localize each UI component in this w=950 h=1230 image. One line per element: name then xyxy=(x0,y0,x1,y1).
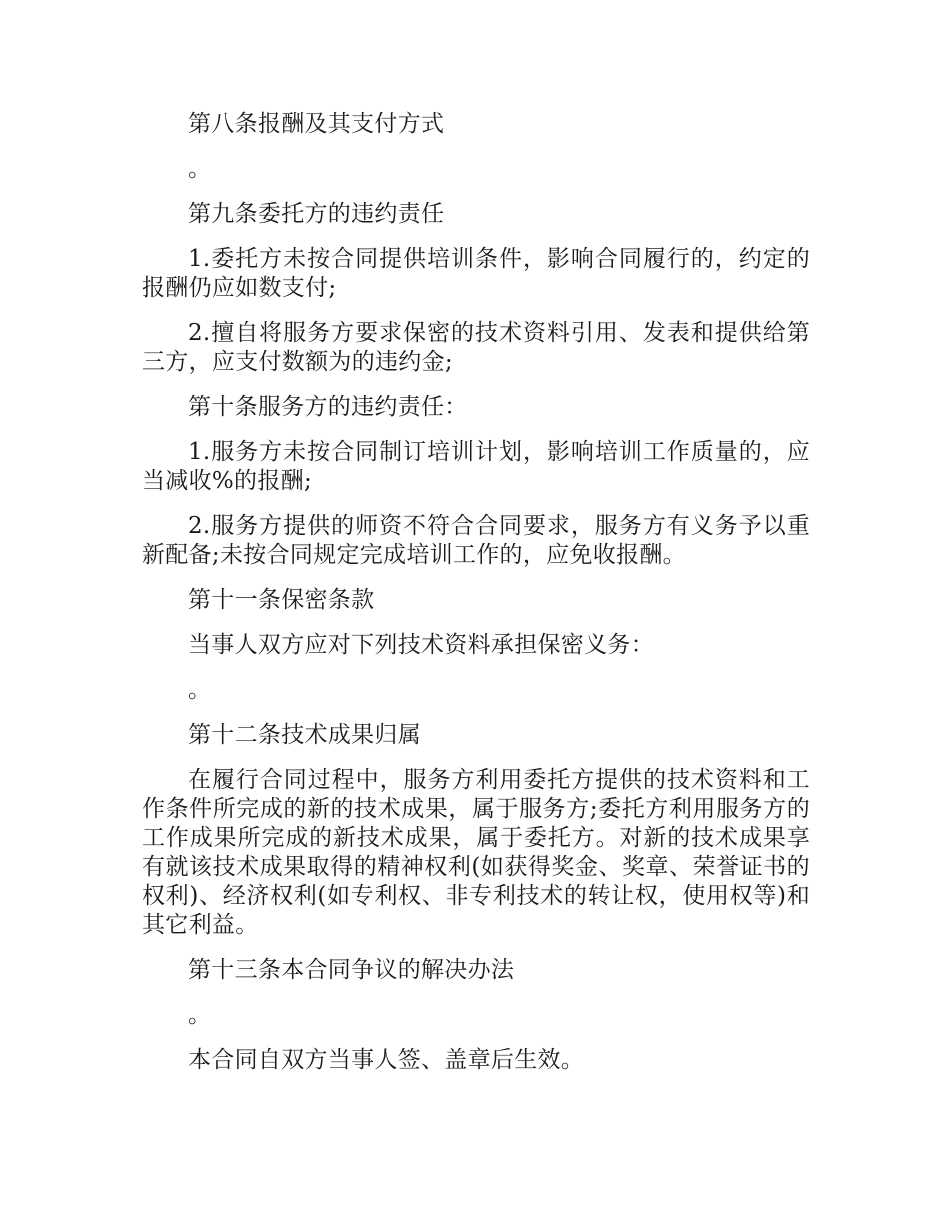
article-12-heading: 第十二条技术成果归属 xyxy=(188,722,421,748)
article-9-item-1: 1.委托方未按合同提供培训条件，影响合同履行的，约定的报酬仍应如数支付; xyxy=(142,246,810,301)
article-8-heading: 第八条报酬及其支付方式 xyxy=(188,111,445,137)
effective-clause: 本合同自双方当事人签、盖章后生效。 xyxy=(188,1047,585,1073)
article-11-heading: 第十一条保密条款 xyxy=(188,587,375,613)
article-13-blank-content: 。 xyxy=(188,1002,212,1028)
article-13-heading: 第十三条本合同争议的解决办法 xyxy=(188,957,515,983)
article-11-blank-content: 。 xyxy=(188,677,212,703)
article-9-heading: 第九条委托方的违约责任 xyxy=(188,201,445,227)
article-11-body: 当事人双方应对下列技术资料承担保密义务： xyxy=(188,632,654,658)
article-9-item-2: 2.擅自将服务方要求保密的技术资料引用、发表和提供给第三方，应支付数额为的违约金; xyxy=(142,320,810,375)
document-page xyxy=(142,110,810,1091)
article-10-item-2: 2.服务方提供的师资不符合合同要求，服务方有义务予以重新配备;未按合同规定完成培训工作的，应免收报酬。 xyxy=(142,513,810,568)
article-8-blank-content: 。 xyxy=(188,156,212,182)
article-10-item-1: 1.服务方未按合同制订培训计划，影响培训工作质量的，应当减收%的报酬; xyxy=(142,439,810,494)
article-12-body: 在履行合同过程中，服务方利用委托方提供的技术资料和工作条件所完成的新的技术成果，属于服务方;委托方利用服务方的工作成果所完成的新技术成果，属于委托方。对新的技术成果享有就该技术成果取得的精神权利(如获得奖金、奖章、荣誉证书的权利)、经济权利(如专利权、非专利技术的转让权，使用权等)和其它利益。 xyxy=(142,767,810,938)
article-10-heading: 第十条服务方的违约责任： xyxy=(188,394,468,420)
